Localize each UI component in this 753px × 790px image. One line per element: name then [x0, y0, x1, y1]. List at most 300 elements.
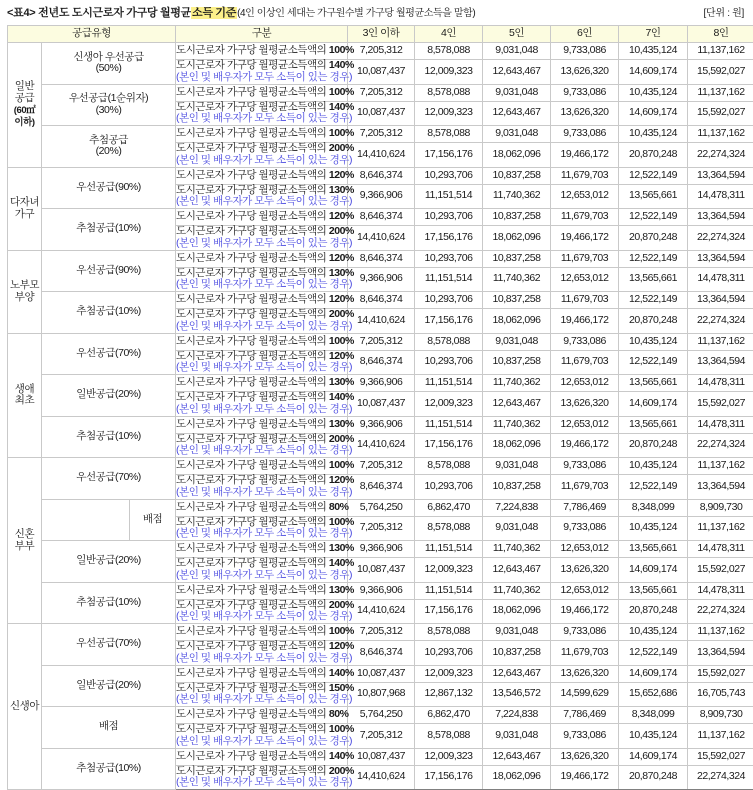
criteria-text: 도시근로자 가구당 월평균소득액의 80% [176, 502, 347, 514]
value-cell-6인: 11,679,703 [551, 350, 619, 375]
table-row [8, 333, 753, 350]
criteria-text: 도시근로자 가구당 월평균소득액의 130% [176, 585, 347, 597]
value-cell-7인: 14,609,174 [619, 392, 688, 417]
table-row [8, 375, 753, 392]
group-label-line: 생애 [15, 383, 34, 395]
value-cell-3인 이하: 7,205,312 [348, 516, 415, 541]
value-cell-4인: 6,862,470 [415, 707, 483, 724]
value-cell-6인: 13,626,320 [551, 665, 619, 682]
unit-label: [단위 : 원] [704, 4, 744, 19]
value-cell-5인: 11,740,362 [483, 416, 551, 433]
criteria-percent: 200% [329, 765, 354, 777]
supply-cell-일반공급(20%) [42, 665, 176, 707]
value-cell-5인: 11,740,362 [483, 267, 551, 292]
criteria-percent: 200% [329, 599, 354, 611]
supply-cell-우선공급(70%) [42, 624, 176, 666]
col-header-8in: 8인 [688, 26, 753, 43]
value-cell-5인: 10,837,258 [483, 350, 551, 375]
col-header-3in: 3인 이하 [348, 26, 415, 43]
criteria-percent: 140% [329, 750, 354, 762]
value-cell-7인: 20,870,248 [619, 226, 688, 251]
criteria-cell [176, 558, 348, 583]
group-cell-신생아 [8, 624, 42, 790]
value-cell-6인: 9,733,086 [551, 458, 619, 475]
value-cell-7인: 10,435,124 [619, 126, 688, 143]
value-cell-8인: 13,364,594 [688, 641, 753, 666]
value-cell-3인 이하: 10,087,437 [348, 665, 415, 682]
criteria-percent: 120% [329, 293, 354, 305]
criteria-cell [176, 209, 348, 226]
value-cell-5인: 10,837,258 [483, 641, 551, 666]
table-row [8, 167, 753, 184]
criteria-text: 도시근로자 가구당 월평균소득액의 120% [176, 475, 347, 487]
table-number: <표4> [7, 7, 35, 19]
value-cell-6인: 7,786,469 [551, 707, 619, 724]
dual-income-note: (본인 및 배우자가 모두 소득이 있는 경우) [176, 653, 347, 665]
value-cell-8인: 11,137,162 [688, 516, 753, 541]
supply-cell-추첨공급(10%) [42, 292, 176, 334]
criteria-cell [176, 641, 348, 666]
value-cell-5인: 10,837,258 [483, 209, 551, 226]
criteria-cell [176, 309, 348, 334]
criteria-cell [176, 250, 348, 267]
value-cell-4인: 8,578,088 [415, 516, 483, 541]
criteria-cell [176, 350, 348, 375]
supply-cell-추첨공급(10%) [42, 209, 176, 251]
criteria-cell [176, 101, 348, 126]
criteria-percent: 100% [329, 625, 354, 637]
supply-indent-spacer [42, 499, 130, 541]
value-cell-4인: 11,151,514 [415, 375, 483, 392]
criteria-text: 도시근로자 가구당 월평균소득액의 200% [176, 600, 347, 612]
criteria-text: 도시근로자 가구당 월평균소득액의 80% [176, 709, 347, 721]
value-cell-4인: 17,156,176 [415, 143, 483, 168]
value-cell-8인: 22,274,324 [688, 226, 753, 251]
criteria-percent: 120% [329, 640, 354, 652]
dual-income-note: (본인 및 배우자가 모두 소득이 있는 경우) [176, 238, 347, 250]
value-cell-4인: 8,578,088 [415, 333, 483, 350]
value-cell-6인: 7,786,469 [551, 499, 619, 516]
criteria-cell [176, 292, 348, 309]
group-label-line: 이하) [14, 117, 34, 128]
criteria-percent: 120% [329, 350, 354, 362]
dual-income-note: (본인 및 배우자가 모두 소득이 있는 경우) [176, 196, 347, 208]
value-cell-7인: 12,522,149 [619, 167, 688, 184]
value-cell-7인: 13,565,661 [619, 375, 688, 392]
criteria-text: 도시근로자 가구당 월평균소득액의 140% [176, 102, 347, 114]
value-cell-6인: 11,679,703 [551, 167, 619, 184]
value-cell-6인: 12,653,012 [551, 416, 619, 433]
value-cell-6인: 19,466,172 [551, 433, 619, 458]
group-cell-다자녀가구 [8, 167, 42, 250]
value-cell-8인: 14,478,311 [688, 541, 753, 558]
income-criteria-table [7, 25, 753, 790]
value-cell-7인: 10,435,124 [619, 84, 688, 101]
value-cell-8인: 13,364,594 [688, 350, 753, 375]
criteria-percent: 140% [329, 667, 354, 679]
value-cell-5인: 11,740,362 [483, 582, 551, 599]
value-cell-7인: 8,348,099 [619, 707, 688, 724]
value-cell-8인: 22,274,324 [688, 143, 753, 168]
supply-label-line: 추첨공급(10%) [76, 430, 141, 442]
criteria-text: 도시근로자 가구당 월평균소득액의 120% [176, 294, 347, 306]
supply-cell-추첨공급(10%) [42, 416, 176, 458]
value-cell-4인: 17,156,176 [415, 309, 483, 334]
criteria-text: 도시근로자 가구당 월평균소득액의 120% [176, 170, 347, 182]
value-cell-6인: 12,653,012 [551, 267, 619, 292]
table-body [8, 43, 753, 790]
supply-label-line: 우선공급(70%) [76, 471, 141, 483]
group-label-line: 노부모 [10, 279, 39, 291]
value-cell-7인: 13,565,661 [619, 416, 688, 433]
value-cell-6인: 12,653,012 [551, 582, 619, 599]
criteria-text: 도시근로자 가구당 월평균소득액의 100% [176, 336, 347, 348]
value-cell-3인 이하: 14,410,624 [348, 599, 415, 624]
value-cell-7인: 14,609,174 [619, 748, 688, 765]
criteria-cell [176, 582, 348, 599]
value-cell-4인: 11,151,514 [415, 582, 483, 599]
value-cell-3인 이하: 7,205,312 [348, 126, 415, 143]
criteria-cell [176, 392, 348, 417]
criteria-cell [176, 624, 348, 641]
value-cell-4인: 12,009,323 [415, 748, 483, 765]
criteria-percent: 150% [329, 682, 354, 694]
value-cell-6인: 19,466,172 [551, 309, 619, 334]
table-row [8, 84, 753, 101]
table-row [8, 292, 753, 309]
criteria-cell [176, 707, 348, 724]
page-title [7, 4, 475, 20]
supply-label-line: 우선공급(1순위자) [69, 92, 148, 104]
value-cell-5인: 18,062,096 [483, 433, 551, 458]
supply-label-line: (20%) [96, 145, 122, 157]
value-cell-4인: 6,862,470 [415, 499, 483, 516]
supply-label-line: 신생아 우선공급 [73, 51, 143, 63]
value-cell-5인: 12,643,467 [483, 665, 551, 682]
table-row [8, 458, 753, 475]
table-row [8, 499, 753, 516]
value-cell-7인: 13,565,661 [619, 267, 688, 292]
criteria-cell [176, 375, 348, 392]
value-cell-8인: 8,909,730 [688, 499, 753, 516]
value-cell-5인: 9,031,048 [483, 624, 551, 641]
value-cell-4인: 11,151,514 [415, 184, 483, 209]
dual-income-note: (본인 및 배우자가 모두 소득이 있는 경우) [176, 694, 347, 706]
value-cell-3인 이하: 8,646,374 [348, 292, 415, 309]
value-cell-7인: 12,522,149 [619, 292, 688, 309]
value-cell-5인: 12,643,467 [483, 392, 551, 417]
value-cell-3인 이하: 14,410,624 [348, 143, 415, 168]
value-cell-7인: 14,609,174 [619, 665, 688, 682]
criteria-text: 도시근로자 가구당 월평균소득액의 140% [176, 558, 347, 570]
criteria-percent: 100% [329, 86, 354, 98]
value-cell-7인: 20,870,248 [619, 765, 688, 790]
value-cell-8인: 15,592,027 [688, 748, 753, 765]
value-cell-6인: 13,626,320 [551, 392, 619, 417]
value-cell-3인 이하: 10,087,437 [348, 392, 415, 417]
col-header-criteria: 구분 [176, 26, 348, 43]
value-cell-8인: 22,274,324 [688, 309, 753, 334]
criteria-percent: 130% [329, 418, 354, 430]
table-head [8, 26, 753, 43]
value-cell-7인: 10,435,124 [619, 724, 688, 749]
value-cell-3인 이하: 7,205,312 [348, 458, 415, 475]
table-row [8, 416, 753, 433]
dual-income-note: (본인 및 배우자가 모두 소득이 있는 경우) [176, 487, 347, 499]
criteria-cell [176, 475, 348, 500]
value-cell-8인: 15,592,027 [688, 101, 753, 126]
criteria-text: 도시근로자 가구당 월평균소득액의 150% [176, 683, 347, 695]
value-cell-5인: 7,224,838 [483, 707, 551, 724]
supply-label-line: 우선공급(70%) [76, 637, 141, 649]
criteria-text: 도시근로자 가구당 월평균소득액의 100% [176, 517, 347, 529]
criteria-percent: 130% [329, 542, 354, 554]
value-cell-4인: 11,151,514 [415, 416, 483, 433]
criteria-cell [176, 126, 348, 143]
supply-label-line: 일반공급(20%) [76, 388, 141, 400]
value-cell-8인: 11,137,162 [688, 458, 753, 475]
supply-label-line: 추첨공급 [89, 134, 128, 146]
value-cell-7인: 13,565,661 [619, 541, 688, 558]
criteria-percent: 120% [329, 252, 354, 264]
value-cell-4인: 12,009,323 [415, 60, 483, 85]
value-cell-6인: 12,653,012 [551, 541, 619, 558]
criteria-text: 도시근로자 가구당 월평균소득액의 100% [176, 87, 347, 99]
value-cell-4인: 11,151,514 [415, 541, 483, 558]
value-cell-8인: 11,137,162 [688, 126, 753, 143]
value-cell-3인 이하: 10,087,437 [348, 60, 415, 85]
value-cell-6인: 9,733,086 [551, 84, 619, 101]
value-cell-4인: 12,009,323 [415, 392, 483, 417]
criteria-cell [176, 748, 348, 765]
table-row [8, 748, 753, 765]
criteria-percent: 80% [329, 708, 349, 720]
value-cell-7인: 12,522,149 [619, 209, 688, 226]
dual-income-note: (본인 및 배우자가 모두 소득이 있는 경우) [176, 777, 347, 789]
value-cell-6인: 9,733,086 [551, 333, 619, 350]
criteria-text: 도시근로자 가구당 월평균소득액의 100% [176, 128, 347, 140]
value-cell-4인: 10,293,706 [415, 209, 483, 226]
value-cell-3인 이하: 7,205,312 [348, 724, 415, 749]
criteria-text: 도시근로자 가구당 월평균소득액의 140% [176, 668, 347, 680]
dual-income-note: (본인 및 배우자가 모두 소득이 있는 경우) [176, 611, 347, 623]
value-cell-7인: 12,522,149 [619, 250, 688, 267]
criteria-text: 도시근로자 가구당 월평균소득액의 200% [176, 226, 347, 238]
value-cell-5인: 18,062,096 [483, 226, 551, 251]
dual-income-note: (본인 및 배우자가 모두 소득이 있는 경우) [176, 279, 347, 291]
value-cell-3인 이하: 8,646,374 [348, 209, 415, 226]
table-row [8, 43, 753, 60]
supply-cell-추첨공급(10%) [42, 582, 176, 624]
criteria-cell [176, 333, 348, 350]
supply-cell-추첨공급(10%) [42, 748, 176, 790]
value-cell-7인: 10,435,124 [619, 458, 688, 475]
value-cell-3인 이하: 14,410,624 [348, 226, 415, 251]
col-header-4in: 4인 [415, 26, 483, 43]
criteria-text: 도시근로자 가구당 월평균소득액의 140% [176, 751, 347, 763]
criteria-percent: 200% [329, 433, 354, 445]
value-cell-3인 이하: 8,646,374 [348, 167, 415, 184]
value-cell-6인: 9,733,086 [551, 516, 619, 541]
value-cell-6인: 11,679,703 [551, 250, 619, 267]
value-cell-3인 이하: 10,087,437 [348, 558, 415, 583]
value-cell-8인: 11,137,162 [688, 333, 753, 350]
title-highlight: 소득 기준 [191, 7, 237, 19]
supply-cell-우선공급(90%) [42, 250, 176, 292]
value-cell-3인 이하: 9,366,906 [348, 375, 415, 392]
value-cell-8인: 11,137,162 [688, 84, 753, 101]
value-cell-7인: 12,522,149 [619, 641, 688, 666]
criteria-cell [176, 60, 348, 85]
value-cell-8인: 8,909,730 [688, 707, 753, 724]
value-cell-8인: 13,364,594 [688, 475, 753, 500]
criteria-cell [176, 458, 348, 475]
title-text-before: 전년도 도시근로자 가구당 월평균 [35, 7, 191, 19]
supply-cell-일반공급(20%) [42, 375, 176, 417]
criteria-percent: 100% [329, 459, 354, 471]
supply-label-line: 일반공급(20%) [76, 554, 141, 566]
criteria-cell [176, 267, 348, 292]
value-cell-4인: 10,293,706 [415, 475, 483, 500]
group-cell-일반공급 [8, 43, 42, 168]
value-cell-8인: 11,137,162 [688, 624, 753, 641]
criteria-text: 도시근로자 가구당 월평균소득액의 120% [176, 253, 347, 265]
criteria-percent: 130% [329, 376, 354, 388]
table-row [8, 707, 753, 724]
value-cell-4인: 12,009,323 [415, 665, 483, 682]
dual-income-note: (본인 및 배우자가 모두 소득이 있는 경우) [176, 528, 347, 540]
supply-label-line: 추첨공급(10%) [76, 222, 141, 234]
value-cell-5인: 9,031,048 [483, 458, 551, 475]
value-cell-3인 이하: 14,410,624 [348, 309, 415, 334]
value-cell-5인: 9,031,048 [483, 333, 551, 350]
value-cell-8인: 22,274,324 [688, 765, 753, 790]
criteria-cell [176, 665, 348, 682]
value-cell-3인 이하: 10,807,968 [348, 682, 415, 707]
criteria-text: 도시근로자 가구당 월평균소득액의 200% [176, 434, 347, 446]
value-cell-7인: 12,522,149 [619, 475, 688, 500]
criteria-percent: 200% [329, 308, 354, 320]
value-cell-7인: 20,870,248 [619, 433, 688, 458]
dual-income-note: (본인 및 배우자가 모두 소득이 있는 경우) [176, 72, 347, 84]
value-cell-7인: 10,435,124 [619, 516, 688, 541]
criteria-percent: 100% [329, 127, 354, 139]
value-cell-6인: 9,733,086 [551, 43, 619, 60]
value-cell-7인: 20,870,248 [619, 309, 688, 334]
value-cell-8인: 11,137,162 [688, 724, 753, 749]
criteria-text: 도시근로자 가구당 월평균소득액의 100% [176, 45, 347, 57]
criteria-percent: 120% [329, 474, 354, 486]
criteria-text: 도시근로자 가구당 월평균소득액의 200% [176, 766, 347, 778]
dual-income-note: (본인 및 배우자가 모두 소득이 있는 경우) [176, 404, 347, 416]
supply-label-line: 추첨공급(10%) [76, 596, 141, 608]
table-row [8, 126, 753, 143]
value-cell-6인: 11,679,703 [551, 475, 619, 500]
value-cell-5인: 12,643,467 [483, 558, 551, 583]
criteria-percent: 100% [329, 335, 354, 347]
criteria-text: 도시근로자 가구당 월평균소득액의 120% [176, 351, 347, 363]
value-cell-8인: 13,364,594 [688, 250, 753, 267]
criteria-percent: 140% [329, 391, 354, 403]
group-label-line: 신생아 [10, 700, 39, 712]
value-cell-5인: 12,643,467 [483, 101, 551, 126]
group-cell-신혼부부 [8, 458, 42, 624]
value-cell-7인: 14,609,174 [619, 60, 688, 85]
supply-label-line: 우선공급(70%) [76, 347, 141, 359]
group-label-line: 신혼 [15, 528, 34, 540]
value-cell-5인: 11,740,362 [483, 541, 551, 558]
criteria-cell [176, 43, 348, 60]
value-cell-6인: 13,626,320 [551, 101, 619, 126]
criteria-text: 도시근로자 가구당 월평균소득액의 200% [176, 143, 347, 155]
supply-label-line: 추첨공급(10%) [76, 305, 141, 317]
col-header-5in: 5인 [483, 26, 551, 43]
value-cell-4인: 10,293,706 [415, 167, 483, 184]
criteria-cell [176, 599, 348, 624]
value-cell-8인: 13,364,594 [688, 292, 753, 309]
value-cell-7인: 8,348,099 [619, 499, 688, 516]
supply-label-line: 추첨공급(10%) [76, 762, 141, 774]
value-cell-3인 이하: 9,366,906 [348, 416, 415, 433]
criteria-text: 도시근로자 가구당 월평균소득액의 130% [176, 185, 347, 197]
dual-income-note: (본인 및 배우자가 모두 소득이 있는 경우) [176, 321, 347, 333]
criteria-text: 도시근로자 가구당 월평균소득액의 130% [176, 268, 347, 280]
value-cell-7인: 13,565,661 [619, 582, 688, 599]
value-cell-7인: 13,565,661 [619, 184, 688, 209]
value-cell-5인: 18,062,096 [483, 309, 551, 334]
criteria-percent: 200% [329, 142, 354, 154]
value-cell-3인 이하: 8,646,374 [348, 250, 415, 267]
criteria-percent: 130% [329, 184, 354, 196]
supply-cell-추첨공급(20%) [42, 126, 176, 168]
supply-cell-배점: 배점 [130, 499, 176, 541]
value-cell-4인: 8,578,088 [415, 724, 483, 749]
value-cell-3인 이하: 7,205,312 [348, 333, 415, 350]
value-cell-5인: 10,837,258 [483, 292, 551, 309]
supply-label-line: 우선공급(90%) [76, 264, 141, 276]
value-cell-6인: 19,466,172 [551, 765, 619, 790]
value-cell-4인: 17,156,176 [415, 433, 483, 458]
criteria-cell [176, 226, 348, 251]
value-cell-4인: 8,578,088 [415, 43, 483, 60]
value-cell-5인: 10,837,258 [483, 250, 551, 267]
value-cell-8인: 11,137,162 [688, 43, 753, 60]
criteria-cell [176, 516, 348, 541]
title-note: (4인 이상인 세대는 가구원수별 가구당 월평균소득을 말함) [237, 8, 475, 19]
criteria-cell [176, 143, 348, 168]
value-cell-4인: 8,578,088 [415, 126, 483, 143]
value-cell-8인: 14,478,311 [688, 416, 753, 433]
value-cell-4인: 12,009,323 [415, 558, 483, 583]
value-cell-5인: 18,062,096 [483, 143, 551, 168]
supply-label-line: (50%) [96, 62, 122, 74]
value-cell-3인 이하: 7,205,312 [348, 624, 415, 641]
value-cell-8인: 13,364,594 [688, 209, 753, 226]
value-cell-8인: 16,705,743 [688, 682, 753, 707]
criteria-text: 도시근로자 가구당 월평균소득액의 120% [176, 641, 347, 653]
value-cell-5인: 10,837,258 [483, 475, 551, 500]
value-cell-4인: 12,009,323 [415, 101, 483, 126]
criteria-cell [176, 765, 348, 790]
value-cell-7인: 15,652,686 [619, 682, 688, 707]
criteria-percent: 80% [329, 501, 349, 513]
criteria-text: 도시근로자 가구당 월평균소득액의 130% [176, 377, 347, 389]
criteria-percent: 100% [329, 723, 354, 735]
value-cell-8인: 13,364,594 [688, 167, 753, 184]
value-cell-7인: 14,609,174 [619, 558, 688, 583]
criteria-text: 도시근로자 가구당 월평균소득액의 100% [176, 460, 347, 472]
value-cell-3인 이하: 9,366,906 [348, 267, 415, 292]
